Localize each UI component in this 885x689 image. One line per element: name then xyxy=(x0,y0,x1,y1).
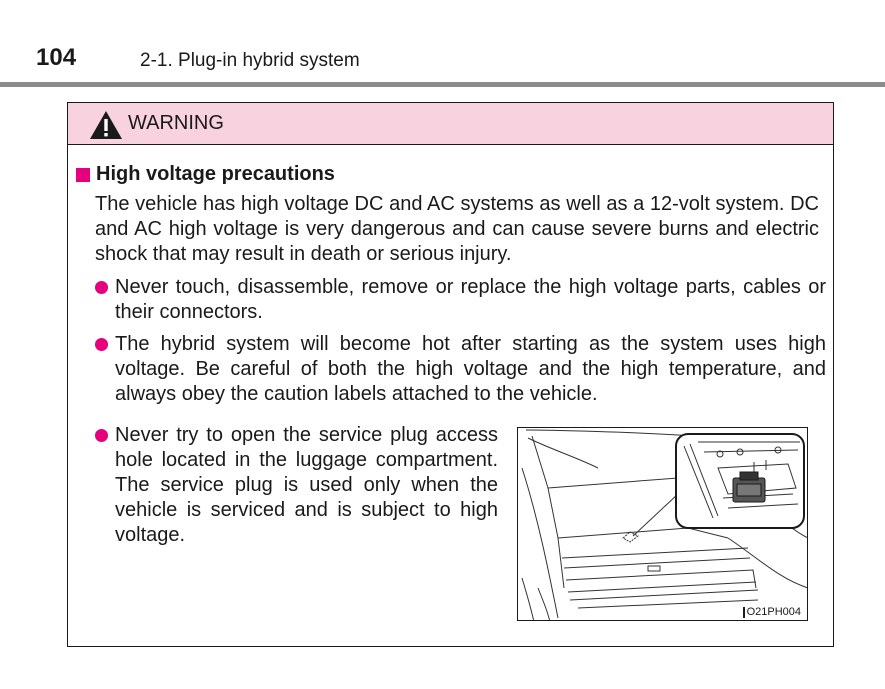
page-number: 104 xyxy=(36,44,77,71)
bullet-dot-icon xyxy=(95,281,108,294)
subheading-text: High voltage precautions xyxy=(96,163,335,185)
warning-triangle-icon xyxy=(89,110,123,140)
luggage-compartment-figure xyxy=(517,427,808,621)
warning-label: WARNING xyxy=(128,112,224,134)
bullet-text: Never touch, disassemble, remove or replace the high voltage parts, cables or their connectors. xyxy=(115,276,826,323)
warning-header xyxy=(68,103,833,145)
bullet-dot-icon xyxy=(95,338,108,351)
bullet-item xyxy=(95,275,826,325)
luggage-compartment-illustration xyxy=(518,428,808,621)
header-rule xyxy=(0,82,885,87)
square-bullet-icon xyxy=(76,168,90,182)
bullet-item xyxy=(95,332,826,407)
bullet-text: The hybrid system will become hot after starting as the system uses high voltage. Be careful of both the high voltage and the high temperature, and always obey the caution labels attached to the vehicle. xyxy=(115,333,826,405)
section-title: 2-1. Plug-in hybrid system xyxy=(140,50,360,71)
figure-code: O21PH004 xyxy=(743,607,801,618)
bullet-text: Never try to open the service plug access hole located in the luggage compartment. The service plug is used only when the vehicle is serviced and is subject to high voltage. xyxy=(115,424,498,546)
bullet-item xyxy=(95,423,498,548)
intro-paragraph: The vehicle has high voltage DC and AC systems as well as a 12-volt system. DC and AC high voltage is very dangerous and can cause severe burns and electric shock that may result in death or serious injury. xyxy=(95,193,819,265)
warning-box xyxy=(67,102,834,647)
bullet-dot-icon xyxy=(95,429,108,442)
subheading xyxy=(76,163,335,186)
